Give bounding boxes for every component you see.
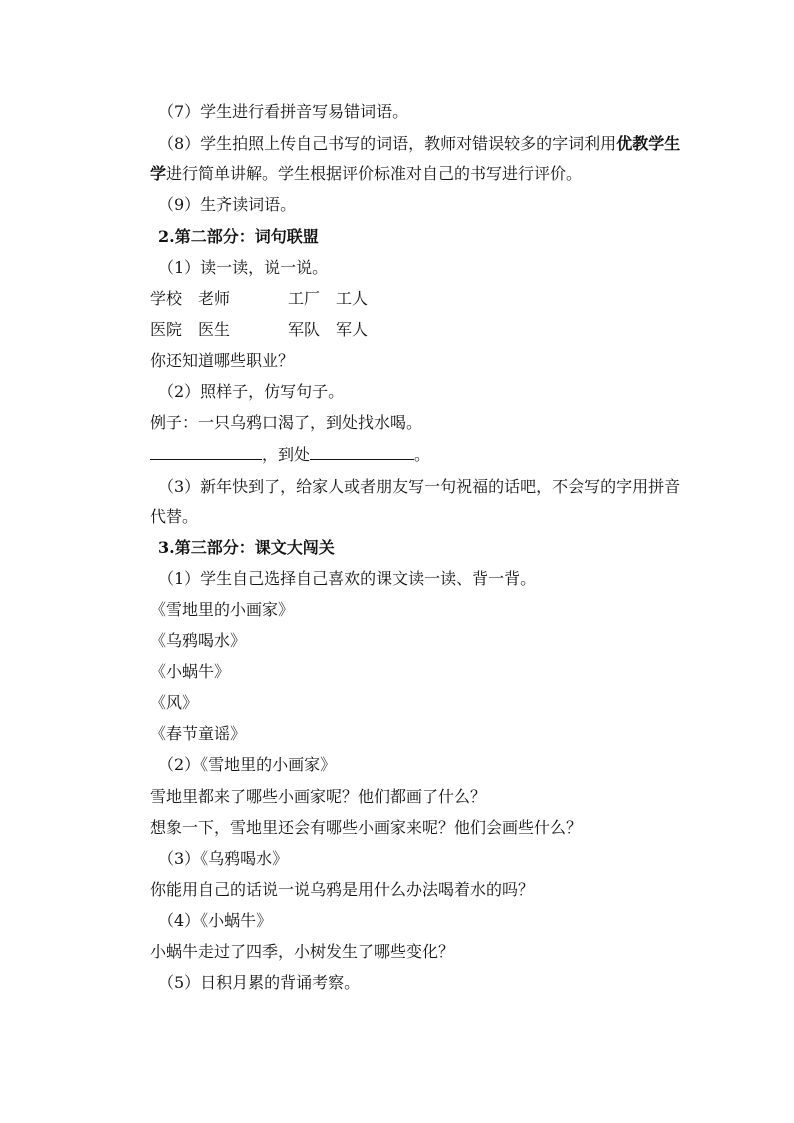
paragraph-8-text: （8）学生拍照上传自己书写的词语，教师对错误较多的字词利用: [158, 134, 617, 153]
blank-field-1[interactable]: [150, 443, 262, 460]
fill-end-text: 。: [414, 445, 431, 464]
section-2-question-3-line2: 代替。: [150, 507, 199, 526]
app-name-bold-cont: 学: [150, 164, 167, 183]
word-row-1: [150, 288, 390, 310]
text-title-1: 《雪地里的小画家》: [150, 600, 295, 619]
fill-in-blank-line: [150, 443, 430, 466]
text-title-4: 《风》: [150, 693, 199, 712]
section-3-question-2: （2）《雪地里的小画家》: [158, 755, 337, 774]
section-3-question-3: （3）《乌鸦喝水》: [158, 849, 289, 868]
text-title-5: 《春节童谣》: [150, 724, 247, 743]
question-3-a: 你能用自己的话说一说乌鸦是用什么办法喝着水的吗？: [150, 880, 535, 899]
section-2-question-1: （1）读一读，说一说。: [158, 258, 329, 277]
word-pair-1b: 工厂 工人: [288, 289, 369, 308]
question-4-a: 小蜗牛走过了四季，小树发生了哪些变化？: [150, 942, 455, 961]
fill-mid-text: ，到处: [262, 445, 311, 464]
text-title-3: 《小蜗牛》: [150, 662, 231, 681]
question-2-a: 雪地里都来了哪些小画家呢？他们都画了什么？: [150, 787, 487, 806]
section-3-question-4: （4）《小蜗牛》: [158, 911, 273, 930]
text-title-2: 《乌鸦喝水》: [150, 631, 247, 650]
section-3-question-1: （1）学生自己选择自己喜欢的课文读一读、背一背。: [158, 569, 537, 588]
question-2-b: 想象一下，雪地里还会有哪些小画家来呢？他们会画些什么？: [150, 818, 583, 837]
word-row-2: [150, 319, 390, 341]
example-sentence: 例子：一只乌鸦口渴了，到处找水喝。: [150, 413, 423, 432]
paragraph-8-line2: [150, 163, 582, 185]
word-pair-2b: 军队 军人: [288, 320, 369, 339]
word-pair-1a: 学校 老师: [150, 289, 231, 308]
paragraph-8-line1: [158, 133, 680, 155]
paragraph-7: （7）学生进行看拼音写易错词语。: [158, 102, 409, 121]
paragraph-8-text-cont: 进行简单讲解。学生根据评价标准对自己的书写进行评价。: [166, 164, 583, 183]
section-2-follow-up: 你还知道哪些职业？: [150, 351, 295, 370]
section-2-question-3-line1: （3）新年快到了，给家人或者朋友写一句祝福的话吧，不会写的字用拼音: [158, 477, 681, 496]
paragraph-9: （9）生齐读词语。: [158, 195, 297, 214]
word-pair-2a: 医院 医生: [150, 320, 231, 339]
section-2-heading: 2.第二部分：词句联盟: [158, 227, 319, 246]
section-2-question-2: （2）照样子，仿写句子。: [158, 382, 345, 401]
app-name-bold: 优教学生: [616, 134, 681, 153]
section-3-heading: 3.第三部分：课文大闯关: [158, 538, 335, 557]
section-3-question-5: （5）日积月累的背诵考察。: [158, 973, 361, 992]
blank-field-2[interactable]: [310, 443, 414, 460]
